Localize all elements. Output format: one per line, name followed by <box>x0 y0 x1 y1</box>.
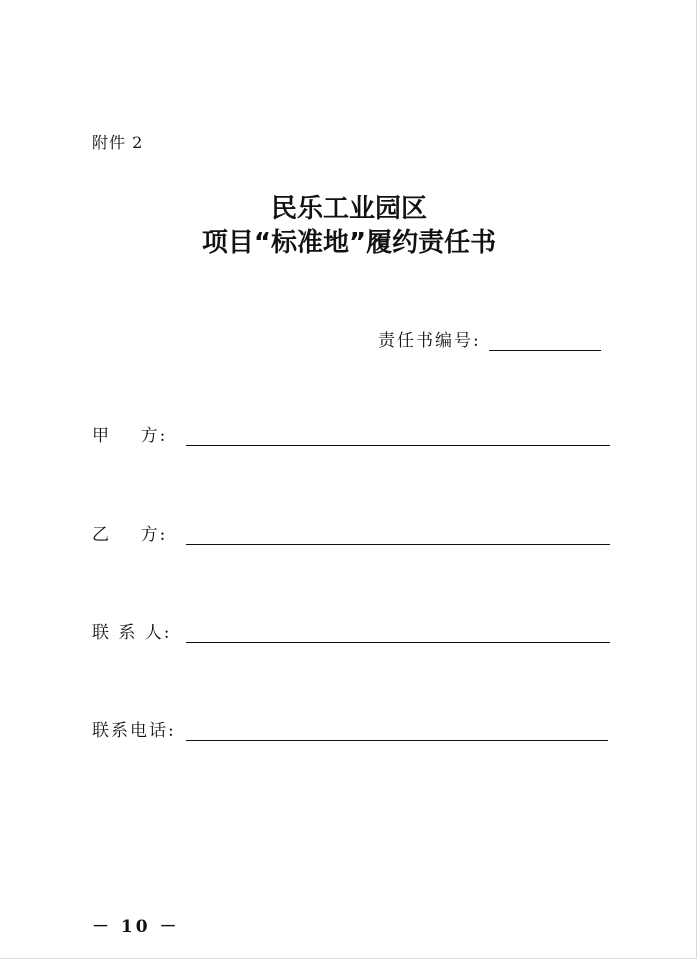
contact-person-field <box>92 619 612 643</box>
party-b-blank[interactable] <box>186 544 610 545</box>
contact-phone-field <box>92 717 612 741</box>
document-number-label: 责任书编号: <box>378 331 481 351</box>
party-a-label: 甲 方: <box>92 426 168 446</box>
contact-phone-label: 联系电话: <box>92 721 176 741</box>
page-number: － 10 － <box>92 917 180 937</box>
document-number <box>378 326 601 351</box>
document-title-line-1: 民乐工业园区 <box>270 194 427 224</box>
document-title-line-2: 项目“标准地”履约责任书 <box>201 228 497 258</box>
contact-phone-blank[interactable] <box>186 740 608 741</box>
party-b-label: 乙 方: <box>92 525 168 545</box>
document-number-blank[interactable] <box>489 332 601 351</box>
party-a-blank[interactable] <box>186 445 610 446</box>
party-b-field <box>92 521 612 545</box>
contact-person-label: 联 系 人: <box>92 623 172 643</box>
party-a-field <box>92 422 612 446</box>
attachment-label: 附件 2 <box>92 133 144 152</box>
contact-person-blank[interactable] <box>186 642 610 643</box>
